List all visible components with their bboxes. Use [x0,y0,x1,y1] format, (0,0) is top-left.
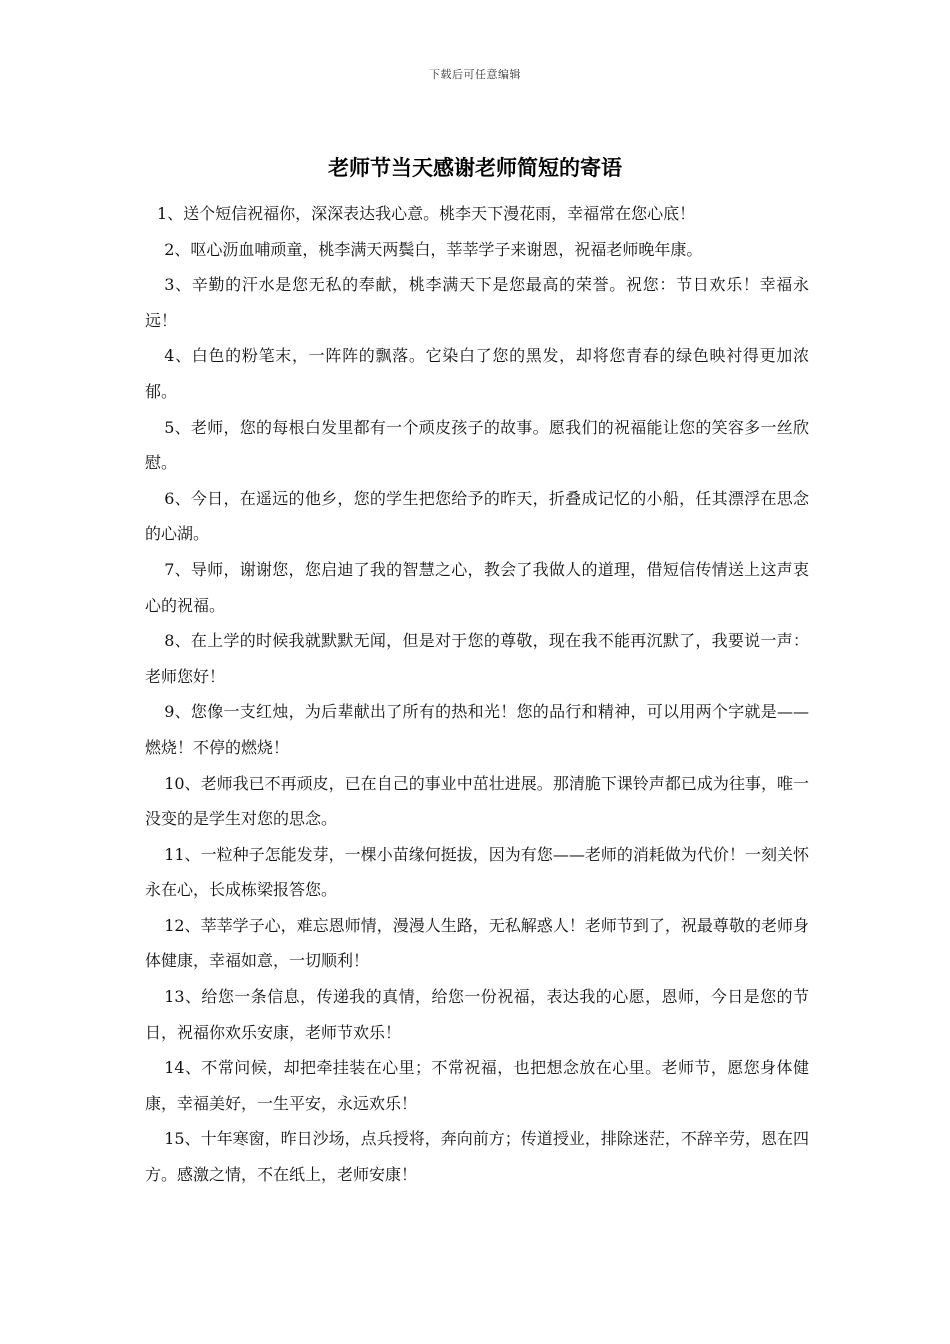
paragraph: 6、今日，在遥远的他乡，您的学生把您给予的昨天，折叠成记忆的小船，任其漂浮在思念的心湖。 [145,488,809,544]
header-note: 下载后可任意编辑 [429,68,521,81]
paragraph: 15、十年寒窗，昨日沙场，点兵授将，奔向前方；传道授业，排除迷茫，不辞辛劳，恩在四方。感激之情，不在纸上，老师安康！ [145,1129,809,1185]
paragraph: 8、在上学的时候我就默默无闻，但是对于您的尊敬，现在我不能再沉默了，我要说一声：老师您好！ [145,631,809,686]
paragraph: 9、您像一支红烛，为后辈献出了所有的热和光！您的品行和精神，可以用两个字就是——燃烧！不停的燃烧！ [145,702,809,757]
paragraph: 4、白色的粉笔末，一阵阵的飘落。它染白了您的黑发，却将您青春的绿色映衬得更加浓郁。 [145,346,809,401]
paragraph: 2、呕心沥血哺顽童，桃李满天两鬓白，莘莘学子来谢恩，祝福老师晚年康。 [164,239,703,259]
paragraph: 12、莘莘学子心，难忘恩师情，漫漫人生路，无私解惑人！老师节到了，祝最尊敬的老师身体健康，幸福如意，一切顺利！ [145,915,809,971]
paragraph: 13、给您一条信息，传递我的真情，给您一份祝福，表达我的心愿，恩师，今日是您的节日，祝福你欢乐安康，老师节欢乐！ [145,987,809,1042]
paragraph: 7、导师，谢谢您，您启迪了我的智慧之心，教会了我做人的道理，借短信传情送上这声衷心的祝福。 [145,559,809,615]
paragraph: 3、辛勤的汗水是您无私的奉献，桃李满天下是您最高的荣誉。祝您：节日欢乐！幸福永远！ [145,275,809,330]
paragraph: 11、一粒种子怎能发芽，一棵小苗缘何挺拔，因为有您——老师的消耗做为代价！一刻关怀永在心，长成栋梁报答您。 [145,844,809,900]
document-body [145,196,809,1193]
paragraph: 1、送个短信祝福你，深深表达我心意。桃李天下漫花雨，幸福常在您心底！ [157,204,696,223]
paragraph: 14、不常问候，却把牵挂装在心里；不常祝福，也把想念放在心里。老师节，愿您身体健康，幸福美好，一生平安，永远欢乐！ [145,1058,809,1113]
document-title: 老师节当天感谢老师简短的寄语 [328,155,622,180]
paragraph: 5、老师，您的每根白发里都有一个顽皮孩子的故事。愿我们的祝福能让您的笑容多一丝欣慰。 [145,417,809,473]
paragraph: 10、老师我已不再顽皮，已在自己的事业中茁壮进展。那清脆下课铃声都已成为往事，唯一没变的是学生对您的思念。 [145,773,809,829]
